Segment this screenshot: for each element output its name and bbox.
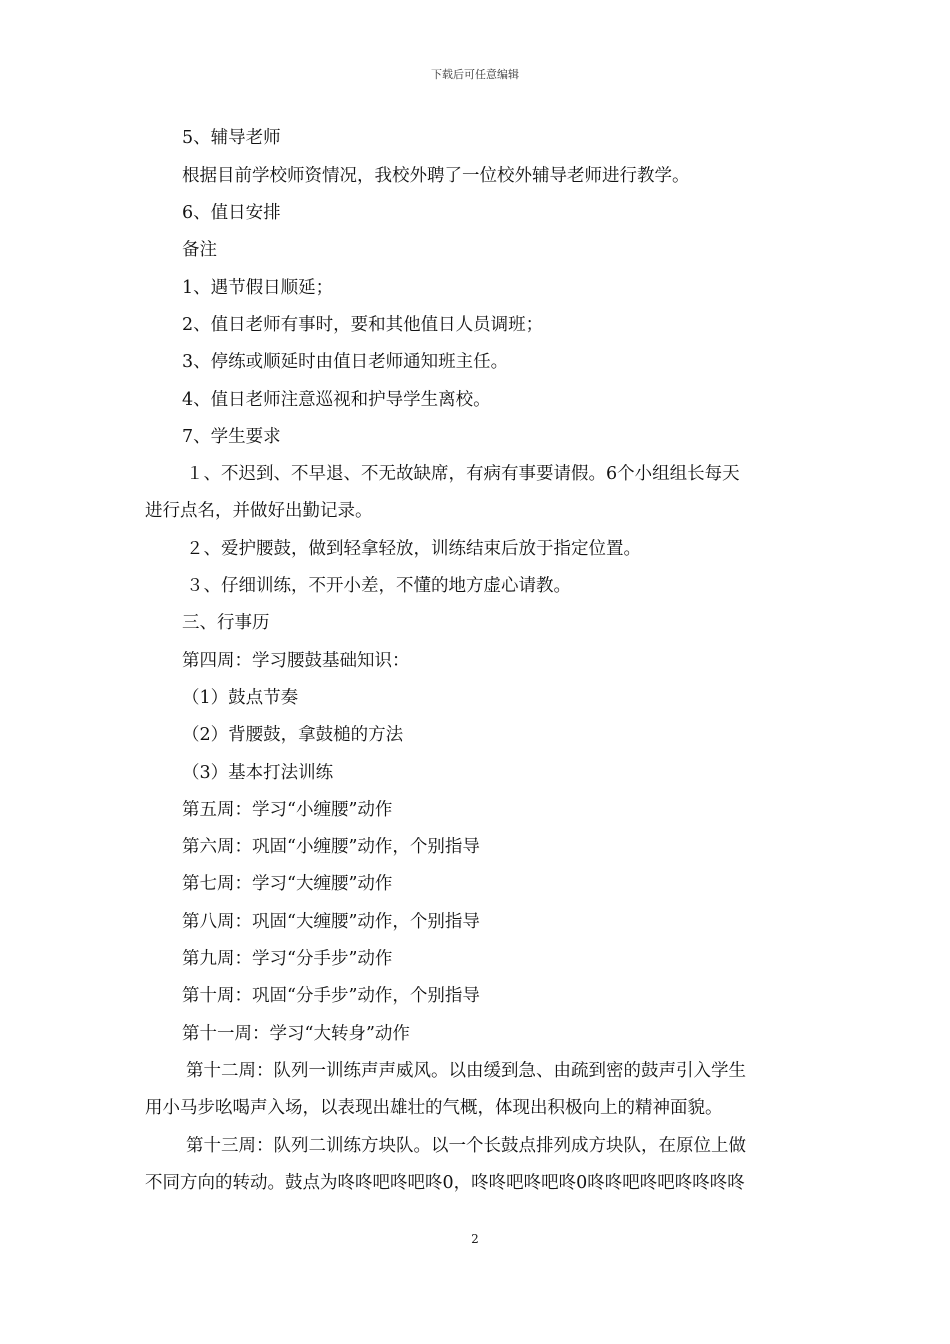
text-line: 备注 — [182, 240, 217, 260]
text-line: 第十三周：队列二训练方块队。以一个长鼓点排列成方块队，在原位上做 — [186, 1136, 746, 1156]
text-line: 不同方向的转动。鼓点为咚咚吧咚吧咚0，咚咚吧咚吧咚0咚咚吧咚吧咚咚咚咚 — [145, 1173, 745, 1193]
text-line: 7、学生要求 — [182, 427, 281, 447]
text-line: 第四周：学习腰鼓基础知识： — [182, 651, 410, 671]
page-header: 下载后可任意编辑 — [431, 68, 519, 81]
text-line: 第十一周：学习“大转身”动作 — [182, 1024, 410, 1044]
text-line: 根据目前学校师资情况，我校外聘了一位校外辅导老师进行教学。 — [182, 166, 690, 186]
text-line: ３、仔细训练，不开小差，不懂的地方虚心请教。 — [186, 576, 571, 596]
text-line: （2）背腰鼓，拿鼓槌的方法 — [182, 725, 404, 745]
text-line: 第五周：学习“小缠腰”动作 — [182, 800, 393, 820]
text-line: 第七周：学习“大缠腰”动作 — [182, 874, 393, 894]
text-line: ２、爱护腰鼓，做到轻拿轻放，训练结束后放于指定位置。 — [186, 539, 641, 559]
text-line: 1、遇节假日顺延； — [182, 278, 334, 298]
text-line: 第十二周：队列一训练声声威风。以由缓到急、由疏到密的鼓声引入学生 — [186, 1061, 746, 1081]
text-line: 进行点名，并做好出勤记录。 — [145, 501, 373, 521]
text-line: 6、值日安排 — [182, 203, 281, 223]
text-line: （3）基本打法训练 — [182, 763, 334, 783]
text-line: 4、值日老师注意巡视和护导学生离校。 — [182, 390, 491, 410]
text-line: 第十周：巩固“分手步”动作，个别指导 — [182, 986, 480, 1006]
text-line: 三、行事历 — [182, 613, 270, 633]
text-line: （1）鼓点节奏 — [182, 688, 299, 708]
text-line: 5、辅导老师 — [182, 128, 281, 148]
text-line: 第八周：巩固“大缠腰”动作，个别指导 — [182, 912, 480, 932]
text-line: 3、停练或顺延时由值日老师通知班主任。 — [182, 352, 509, 372]
text-line: 用小马步吆喝声入场，以表现出雄壮的气概，体现出积极向上的精神面貌。 — [145, 1098, 723, 1118]
text-line: 第九周：学习“分手步”动作 — [182, 949, 393, 969]
text-line: １、不迟到、不早退、不无故缺席，有病有事要请假。6个小组组长每天 — [186, 464, 740, 484]
page-number: 2 — [471, 1232, 479, 1246]
text-line: 2、值日老师有事时，要和其他值日人员调班； — [182, 315, 544, 335]
text-line: 第六周：巩固“小缠腰”动作，个别指导 — [182, 837, 480, 857]
